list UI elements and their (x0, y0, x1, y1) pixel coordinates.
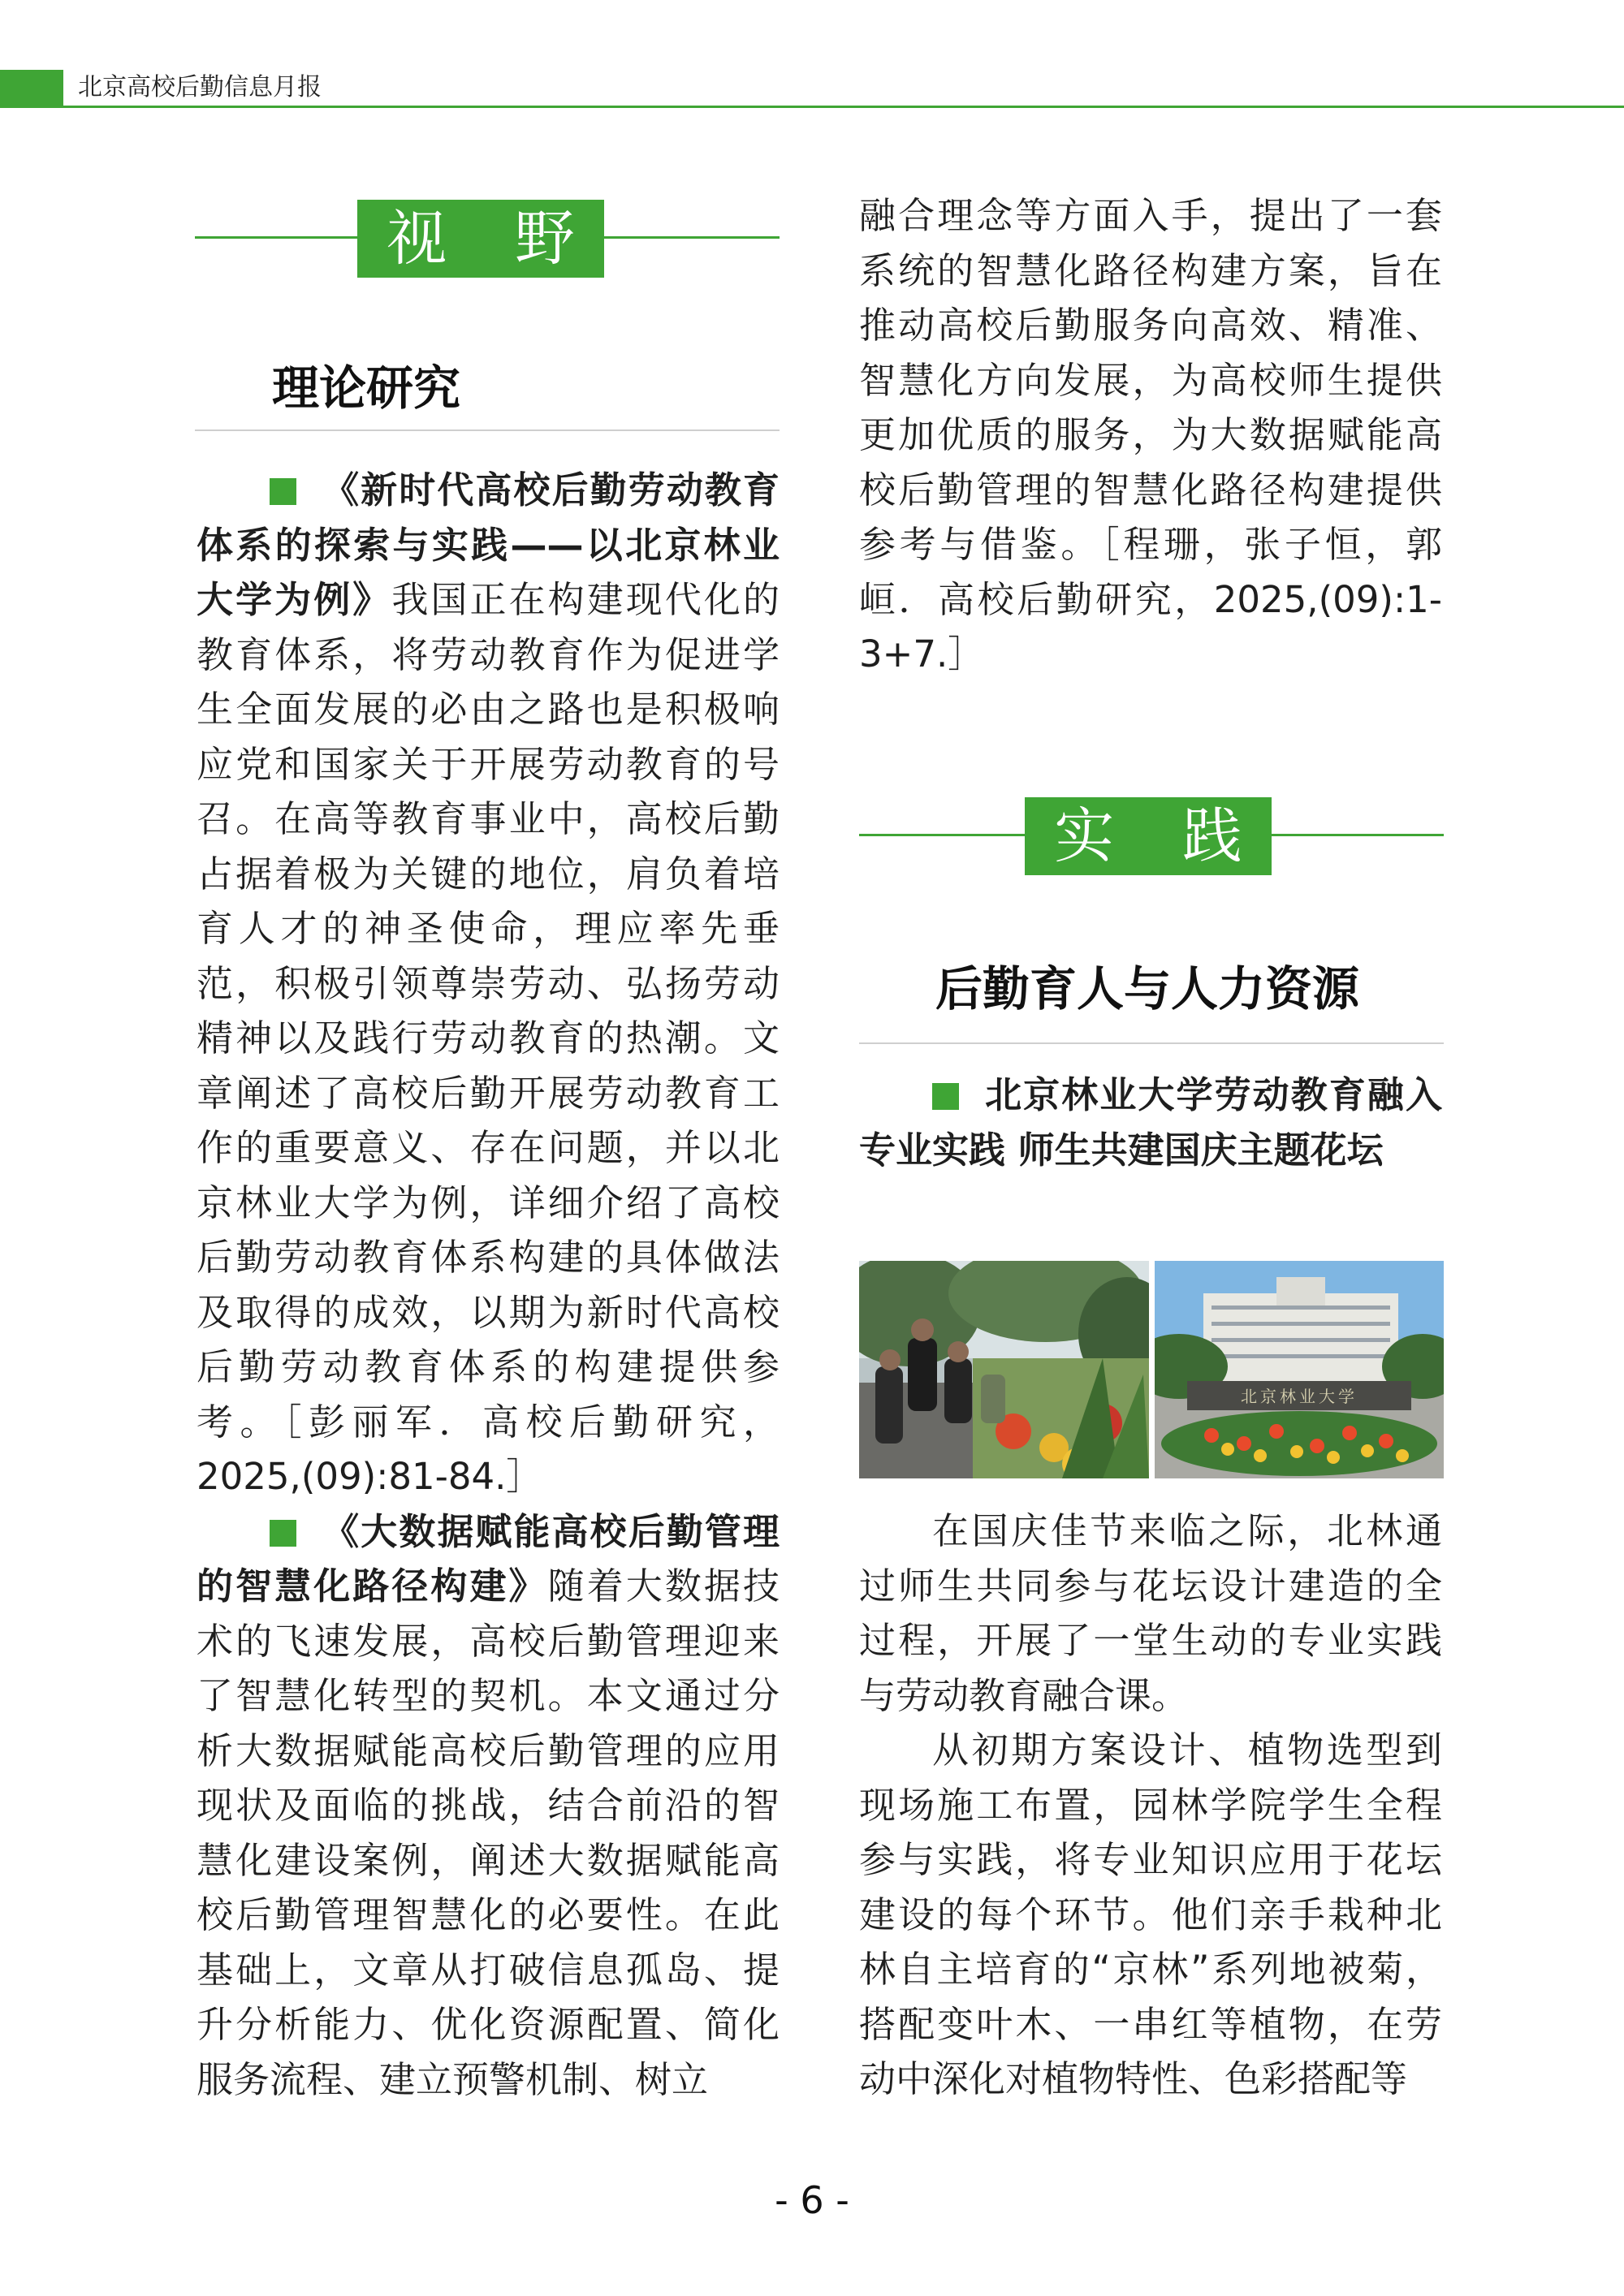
header-rule (0, 106, 1624, 108)
publication-title: 北京高校后勤信息月报 (78, 73, 322, 101)
article-theory-2 (197, 1504, 780, 2108)
news-title-text: 北京林业大学劳动教育融入专业实践 师生共建国庆主题花坛 (859, 1073, 1442, 1172)
subheading-theory-research: 理论研究 (272, 360, 461, 416)
left-column (197, 463, 780, 2107)
article-title: 《新时代高校后勤劳动教育体系的探索与实践——以北京林业大学为例》 (197, 468, 780, 621)
right-column-top (859, 188, 1442, 682)
news-title (859, 1068, 1442, 1177)
news-paragraph-2: 从初期方案设计、植物选型到现场施工布置，园林学院学生全程参与实践，将专业知识应用于花坛建设的每个环节。他们亲手栽种北林自主培育的“京林”系列地被菊，搭配变叶木、一串红等植物，在劳动中深化对植物特性、色彩搭配等 (859, 1728, 1442, 2100)
article-body: 我国正在构建现代化的教育体系，将劳动教育作为促进学生全面发展的必由之路也是积极响应党和国家关于开展劳动教育的号召。在高等教育事业中，高校后勤占据着极为关键的地位，肩负着培育人才的神圣使命，理应率先垂范，积极引领尊崇劳动、弘扬劳动精神以及践行劳动教育的热潮。文章阐述了高校后勤开展劳动教育工作的重要意义、存在问题，并以北京林业大学为例，详细介绍了高校后勤劳动教育体系构建的具体做法及取得的成效，以期为新时代高校后勤劳动教育体系的构建提供参考。［彭丽军．高校后勤研究，2025,(09):81-84.］ (197, 578, 780, 1498)
photo-flower-bed-campus (1155, 1261, 1444, 1478)
square-bullet-icon (270, 1520, 296, 1547)
photo-students-planting (859, 1261, 1149, 1478)
section-banner-practice: 实 践 (1025, 797, 1272, 875)
header-accent-bar (0, 70, 63, 106)
news-body (859, 1504, 1442, 2107)
news-title-block (859, 1068, 1442, 1177)
page-number: - 6 - (775, 2178, 849, 2222)
square-bullet-icon (932, 1083, 959, 1110)
campus-illustration (1155, 1261, 1444, 1478)
section-banner-vision: 视 野 (357, 200, 604, 278)
subheading-rule-right (859, 1042, 1444, 1044)
article-theory-1 (197, 463, 780, 1504)
subheading-logistics-hr: 后勤育人与人力资源 (935, 961, 1360, 1016)
campus-sign-text: 北京林业大学 (1241, 1387, 1358, 1406)
planting-illustration (859, 1261, 1149, 1478)
article-continuation: 融合理念等方面入手，提出了一套系统的智慧化路径构建方案，旨在推动高校后勤服务向高效、精准、智慧化方向发展，为高校师生提供更加优质的服务，为大数据赋能高校后勤管理的智慧化路径构建提供参考与借鉴。［程珊，张子恒，郭峘．高校后勤研究，2025,(09):1-3+7.］ (859, 194, 1442, 675)
news-paragraph-1: 在国庆佳节来临之际，北林通过师生共同参与花坛设计建造的全过程，开展了一堂生动的专业实践与劳动教育融合课。 (859, 1509, 1442, 1717)
article-title: 《大数据赋能高校后勤管理的智慧化路径构建》 (197, 1509, 780, 1608)
square-bullet-icon (270, 478, 296, 505)
article-body: 随着大数据技术的飞速发展，高校后勤管理迎来了智慧化转型的契机。本文通过分析大数据赋能高校后勤管理的应用现状及面临的挑战，结合前沿的智慧化建设案例，阐述大数据赋能高校后勤管理智慧化的必要性。在此基础上，文章从打破信息孤岛、提升分析能力、优化资源配置、简化服务流程、建立预警机制、树立 (197, 1564, 780, 2101)
subheading-rule-left (195, 429, 780, 431)
